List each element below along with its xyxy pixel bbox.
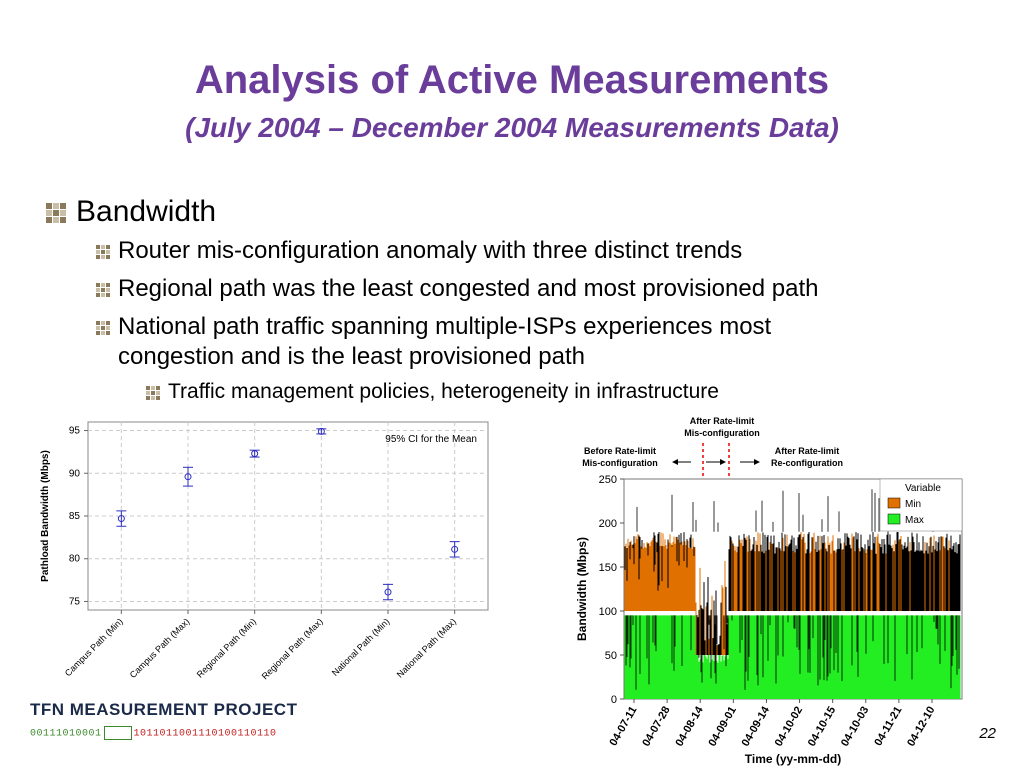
arrow-after-head: [754, 459, 760, 465]
annotation-after-misconfig-1: After Rate-limit: [689, 416, 755, 426]
ci-annotation: 95% CI for the Mean: [385, 434, 477, 445]
bullet-text: National path traffic spanning multiple-ISPs experiences most: [118, 313, 772, 340]
x-tick-label: 04-10-03: [838, 704, 872, 749]
bullet-square-icon: [96, 321, 110, 335]
arrow-before-head: [672, 459, 678, 465]
bullet-text: Router mis-configuration anomaly with three distinct trends: [118, 237, 743, 264]
bullet-square-icon: [96, 283, 110, 297]
x-tick-label: 04-08-14: [673, 704, 706, 749]
slide-subtitle: (July 2004 – December 2004 Measurements Data): [185, 112, 839, 143]
y-tick-label: 75: [68, 596, 80, 608]
y-tick-label: 100: [598, 606, 617, 618]
x-tick-label: 04-10-02: [772, 704, 806, 749]
x-tick-label: 04-07-11: [607, 704, 640, 749]
y-axis-label: Pathload Bandwidth (Mbps): [40, 450, 51, 582]
y-tick-label: 0: [610, 694, 617, 706]
y-tick-label: 80: [68, 553, 80, 565]
x-tick-label: 04-09-01: [706, 704, 739, 749]
bullet-text: Regional path was the least congested and most provisioned path: [118, 275, 819, 302]
y-tick-label: 200: [598, 518, 617, 530]
x-tick-label: 04-07-28: [640, 704, 673, 749]
bullet-traffic-management: [146, 380, 719, 404]
bullet-router-misconfig: [96, 236, 742, 266]
annotation-before-2: Mis-configuration: [582, 458, 658, 468]
arrow-middle-head: [720, 459, 726, 465]
x-axis-label: Time (yy-mm-dd): [744, 752, 842, 766]
x-tick-label: 04-12-10: [905, 704, 938, 749]
bullet-square-icon: [96, 245, 110, 259]
x-tick-label: 04-11-21: [872, 704, 905, 749]
x-tick-label: National Path (Max): [394, 616, 459, 680]
bullet-national-path: [96, 312, 771, 372]
y-tick-label: 250: [598, 474, 617, 486]
page-number: 22: [979, 725, 996, 742]
x-tick-label: 04-10-15: [805, 704, 839, 749]
logo-bits: 00111010001 1011011001110100110110: [30, 726, 297, 740]
annotation-reconf-2: Re-configuration: [771, 458, 843, 468]
y-tick-label: 90: [68, 468, 80, 480]
x-tick-label: Campus Path (Min): [62, 616, 125, 679]
bullet-text: Bandwidth: [76, 195, 217, 228]
ci-chart: [30, 415, 510, 700]
x-tick-label: Regional Path (Max): [259, 616, 325, 682]
legend-label-max: Max: [905, 515, 924, 526]
bullet-text-continued: congestion and is the least provisioned path: [118, 343, 585, 370]
legend-swatch-min: [888, 498, 900, 508]
y-tick-label: 85: [68, 511, 80, 522]
legend-swatch-max: [888, 514, 900, 524]
x-tick-label: 04-09-14: [739, 704, 773, 749]
legend-title: Variable: [905, 483, 941, 494]
y-tick-label: 150: [598, 562, 617, 574]
x-tick-label: National Path (Min): [329, 616, 392, 678]
y-tick-label: 50: [604, 650, 617, 662]
bullet-text: Traffic management policies, heterogeneity in infrastructure: [168, 380, 719, 403]
annotation-after-misconfig-2: Mis-configuration: [684, 428, 760, 438]
bullet-regional-path: [96, 274, 818, 304]
y-axis-label: Bandwidth (Mbps): [575, 537, 589, 641]
x-tick-label: Regional Path (Min): [194, 616, 259, 680]
time-series-chart: [572, 410, 972, 768]
slide-title: Analysis of Active Measurements: [194, 58, 830, 102]
bullet-bandwidth: [46, 195, 216, 229]
y-tick-label: 95: [68, 425, 80, 437]
bullet-square-icon: [46, 203, 66, 223]
bullet-square-icon: [146, 386, 160, 400]
logo-name: TFN MEASUREMENT PROJECT: [30, 700, 298, 719]
tfn-logo: [30, 700, 297, 740]
legend-label-min: Min: [905, 499, 922, 510]
annotation-reconf-1: After Rate-limit: [774, 446, 840, 456]
x-tick-label: Campus Path (Max): [127, 616, 192, 681]
annotation-before-1: Before Rate-limit: [583, 446, 657, 456]
